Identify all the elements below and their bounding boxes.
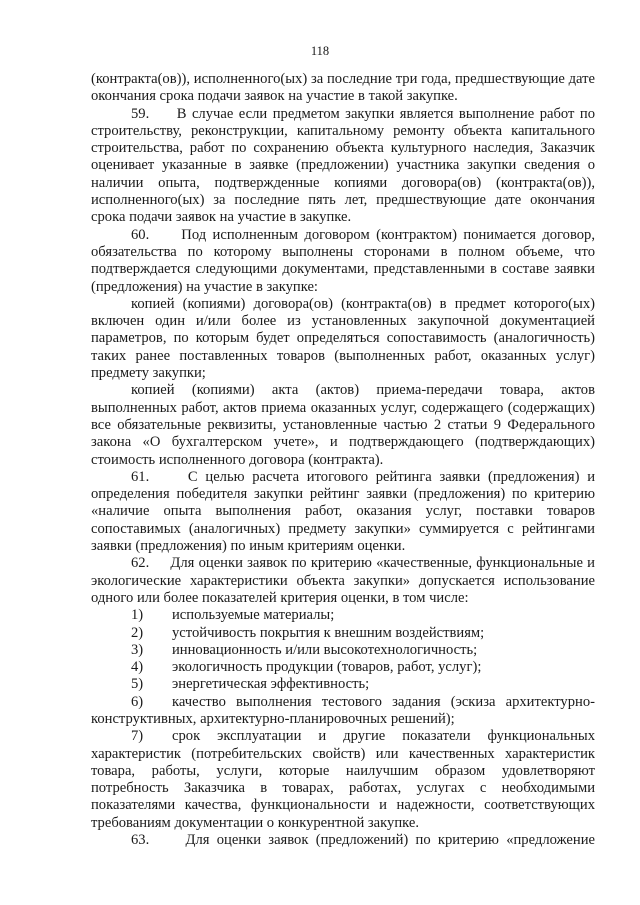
list-item bbox=[91, 607, 595, 624]
paragraph: 63. Для оценки заявок (предложений) по критерию «предложение bbox=[131, 832, 595, 849]
paragraph: копией (копиями) договора(ов) (контракта(ов) в предмет которого(ых) включен один и/или более из установленных закупочной документацией параметров, по которым будет определяться сопоставимость (аналогичность) таких ранее поставленных товаров (выполненных работ, оказанных услуг) предмету закупки; bbox=[91, 295, 595, 382]
list-item bbox=[91, 728, 595, 832]
paragraph: 61. С целью расчета итогового рейтинга заявки (предложения) и определения победителя закупки рейтинг заявки (предложения) по критерию «наличие опыта выполнения работ, оказания услуг, поставки товаров сопоставимых (аналогичных) предмету закупки» суммируется с рейтингами заявки (предложения) по иным критериям оценки. bbox=[91, 468, 595, 555]
paragraph: копией (копиями) акта (актов) приема-передачи товара, актов выполненных работ, актов приема оказанных услуг, содержащего (содержащих) все обязательные реквизиты, установленные частью 2 статьи 9 Федерального закона «О бухгалтерском учете», и подтверждающего (подтверждающих) стоимость исполненного договора (контракта). bbox=[91, 382, 595, 468]
paragraph: 59. В случае если предметом закупки является выполнение работ по строительству, реконструкции, капитальному ремонту объекта капитального строительства, работ по сохранению объекта культурного наследия, Заказчик оценивает указанные в заявке (предложении) участника закупки сведения о наличии опыта, подтвержденные копиями договора(ов) (контракта(ов)), исполненного(ых) за последние пять лет, предшествующие дате окончания срока подачи заявок на участие в закупке. bbox=[91, 105, 595, 226]
list-item-number: 1) bbox=[131, 607, 144, 624]
list-item bbox=[91, 694, 595, 729]
page-number: 118 bbox=[310, 44, 330, 58]
list-item bbox=[91, 659, 595, 676]
list-item-text: качество выполнения тестового задания (эскиза архитектурно-конструктивных, архитектурно-планировочных решений); bbox=[91, 693, 595, 727]
body-text bbox=[91, 71, 595, 849]
list-item-text: экологичность продукции (товаров, работ, услуг); bbox=[172, 659, 482, 676]
paragraph: 60. Под исполненным договором (контрактом) понимается договор, обязательства по которому выполнены сторонами в полном объеме, что подтверждается следующими документами, представленными в составе заявки (предложения) на участие в закупке: bbox=[91, 226, 595, 295]
list-item-number: 7) bbox=[131, 728, 144, 745]
list-item-number: 4) bbox=[131, 659, 144, 676]
paragraph: 62. Для оценки заявок по критерию «качественные, функциональные и экологические характеристики объекта закупки» допускается использование одного или более показателей критерия оценки, в том числе: bbox=[91, 555, 595, 606]
list-item-text: используемые материалы; bbox=[172, 607, 335, 624]
list-item-number: 2) bbox=[131, 624, 144, 641]
list-item-text: энергетическая эффективность; bbox=[172, 676, 370, 693]
paragraph: (контракта(ов)), исполненного(ых) за последние три года, предшествующие дате окончания срока подачи заявок на участие в такой закупке. bbox=[91, 71, 595, 105]
list-item-number: 6) bbox=[131, 693, 144, 710]
list-item-number: 3) bbox=[131, 641, 144, 658]
list-item-text: срок эксплуатации и другие показатели функциональных характеристик (потребительских свойств) или качественных характеристик товара, работы, услуги, которые наилучшим образом удовлетворяют потребность Заказчика в товарах, работах, услугах с необходимыми показателями качества, функциональности и надежности, соответствующих требованиям документации о конкурентной закупке. bbox=[91, 728, 595, 831]
list-item bbox=[91, 625, 595, 642]
list-item-text: устойчивость покрытия к внешним воздействиям; bbox=[172, 624, 485, 641]
list-item-number: 5) bbox=[131, 676, 144, 693]
list-item-text: инновационность и/или высокотехнологичность; bbox=[172, 641, 478, 658]
list-item bbox=[91, 642, 595, 659]
list-item bbox=[91, 676, 595, 693]
